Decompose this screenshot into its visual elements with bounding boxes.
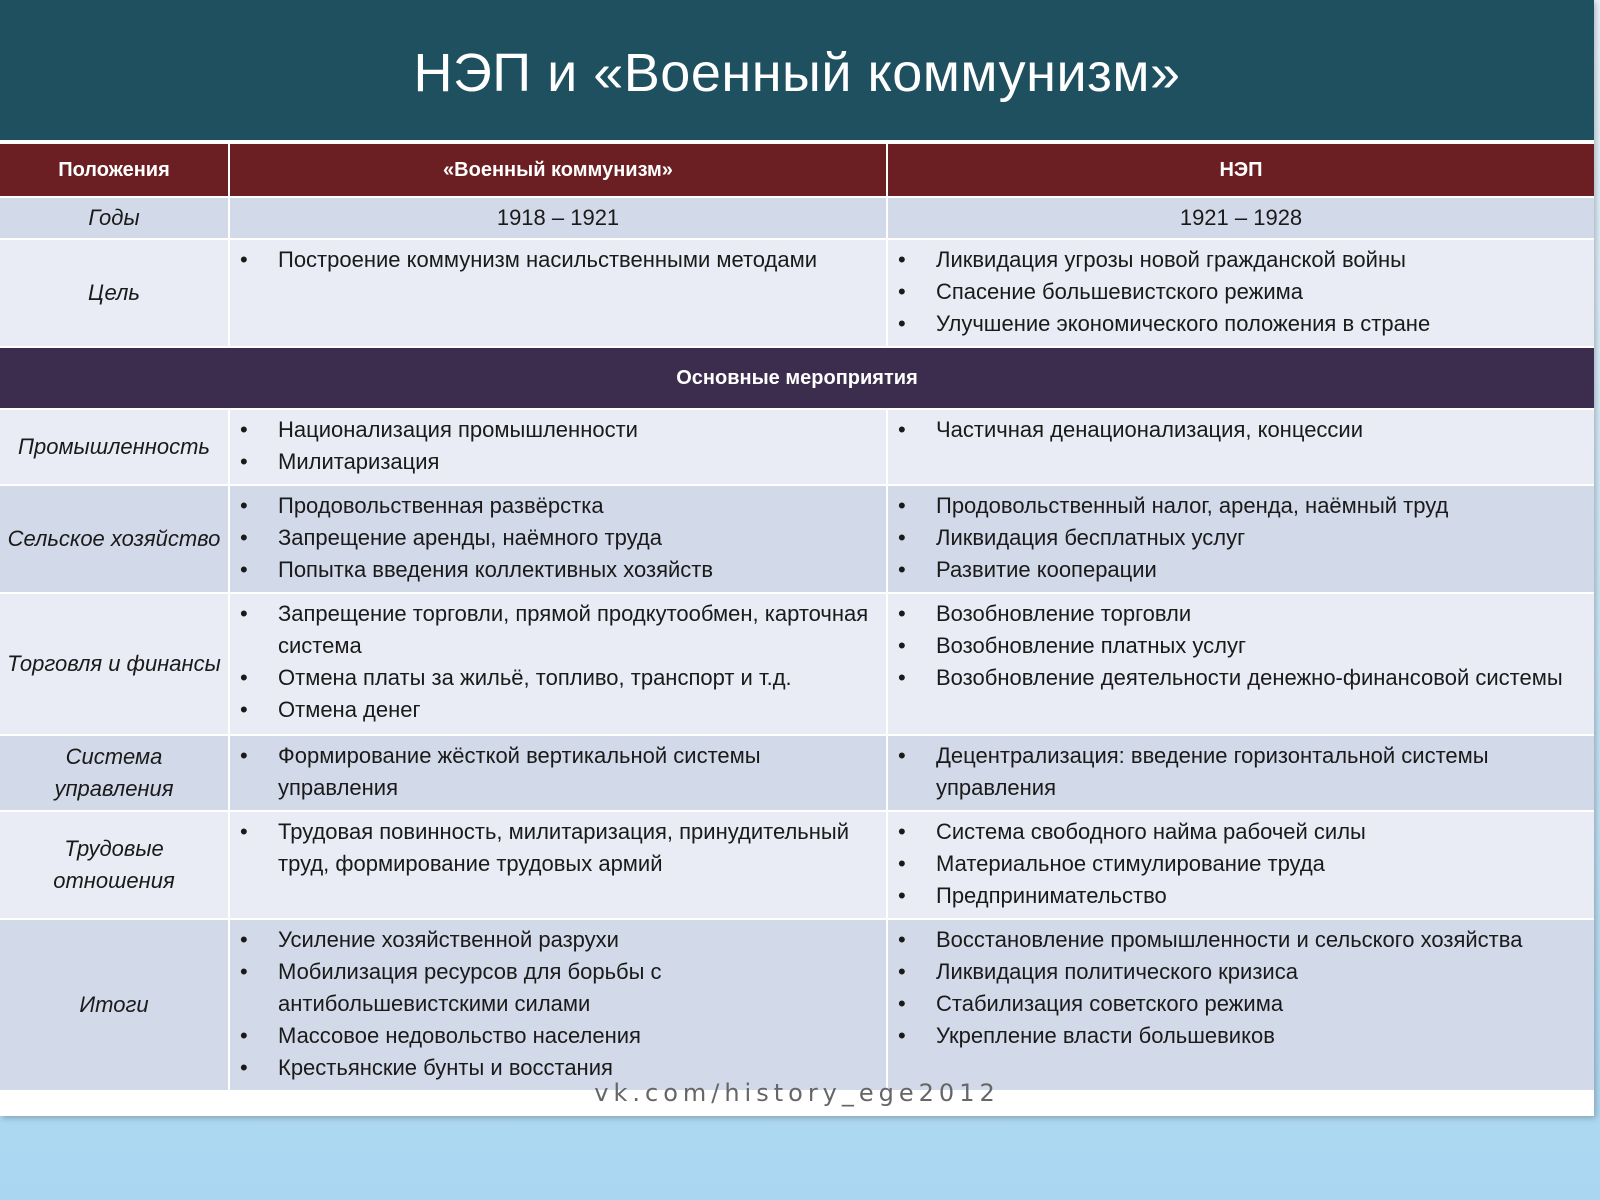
cell-war-communism <box>230 410 888 486</box>
table-row <box>0 594 1594 736</box>
row-label: Трудовые отношения <box>0 812 230 920</box>
page-title: НЭП и «Военный коммунизм» <box>413 43 1181 103</box>
bullet-list <box>888 490 1584 586</box>
list-item: • Возобновление платных услуг <box>888 630 1584 662</box>
bullet-list <box>230 816 876 880</box>
list-item: • Отмена платы за жильё, топливо, транспорт и т.д. <box>230 662 876 694</box>
bullet-list <box>888 740 1584 804</box>
cell-nep <box>888 594 1594 736</box>
list-item: • Материальное стимулирование труда <box>888 848 1584 880</box>
row-label: Годы <box>0 198 230 240</box>
table-row <box>0 920 1594 1092</box>
cell-nep <box>888 486 1594 594</box>
list-item: • Национализация промышленности <box>230 414 876 446</box>
list-item: • Запрещение торговли, прямой продкутообмен, карточная система <box>230 598 876 662</box>
goal-row <box>0 240 1594 348</box>
bullet-list <box>888 924 1584 1052</box>
bullet-list <box>888 598 1584 694</box>
list-item: • Отмена денег <box>230 694 876 726</box>
title-bar <box>0 0 1594 140</box>
cell-war-communism <box>230 736 888 812</box>
list-item: • Мобилизация ресурсов для борьбы с антибольшевистскими силами <box>230 956 876 1020</box>
list-item: • Восстановление промышленности и сельского хозяйства <box>888 924 1584 956</box>
table-row <box>0 736 1594 812</box>
years-nep: 1921 – 1928 <box>888 198 1594 240</box>
row-label: Торговля и финансы <box>0 594 230 736</box>
list-item: • Попытка введения коллективных хозяйств <box>230 554 876 586</box>
row-label: Промышленность <box>0 410 230 486</box>
list-item: • Милитаризация <box>230 446 876 478</box>
list-item: • Предпринимательство <box>888 880 1584 912</box>
cell-war-communism <box>230 594 888 736</box>
table-row <box>0 812 1594 920</box>
section-title: Основные мероприятия <box>0 348 1594 410</box>
row-label: Цель <box>0 240 230 348</box>
list-item: • Трудовая повинность, милитаризация, принудительный труд, формирование трудовых армий <box>230 816 876 880</box>
list-item: • Ликвидация бесплатных услуг <box>888 522 1584 554</box>
list-item: • Массовое недовольство населения <box>230 1020 876 1052</box>
list-item: • Улучшение экономического положения в стране <box>888 308 1584 340</box>
bullet-list <box>888 816 1584 912</box>
comparison-table-wrapper <box>0 144 1594 1092</box>
cell-war-communism <box>230 920 888 1092</box>
list-item: • Частичная денационализация, концессии <box>888 414 1584 446</box>
bullet-list <box>230 924 876 1084</box>
list-item: • Продовольственная развёрстка <box>230 490 876 522</box>
table-row <box>0 486 1594 594</box>
bullet-list <box>230 598 876 726</box>
cell-war-communism <box>230 812 888 920</box>
list-item: • Возобновление деятельности денежно-финансовой системы <box>888 662 1584 694</box>
list-item: • Ликвидация политического кризиса <box>888 956 1584 988</box>
list-item: • Запрещение аренды, наёмного труда <box>230 522 876 554</box>
bullet-list <box>230 740 876 804</box>
bullet-list <box>230 244 876 276</box>
years-row <box>0 198 1594 240</box>
bullet-list <box>888 414 1584 446</box>
goal-war-communism <box>230 240 888 348</box>
footer-url: vk.com/history_ege2012 <box>594 1079 1000 1107</box>
list-item: • Крестьянские бунты и восстания <box>230 1052 876 1084</box>
list-item: • Формирование жёсткой вертикальной системы управления <box>230 740 876 804</box>
cell-nep <box>888 812 1594 920</box>
list-item: • Построение коммунизм насильственными методами <box>230 244 876 276</box>
list-item: • Укрепление власти большевиков <box>888 1020 1584 1052</box>
cell-war-communism <box>230 486 888 594</box>
header-war-communism: «Военный коммунизм» <box>230 144 888 198</box>
section-row <box>0 348 1594 410</box>
list-item: • Продовольственный налог, аренда, наёмный труд <box>888 490 1584 522</box>
row-label: Система управления <box>0 736 230 812</box>
cell-nep <box>888 410 1594 486</box>
list-item: • Система свободного найма рабочей силы <box>888 816 1584 848</box>
row-label: Итоги <box>0 920 230 1092</box>
header-aspect: Положения <box>0 144 230 198</box>
list-item: • Ликвидация угрозы новой гражданской войны <box>888 244 1584 276</box>
table-header-row <box>0 144 1594 198</box>
header-nep: НЭП <box>888 144 1594 198</box>
table-row <box>0 410 1594 486</box>
goal-nep <box>888 240 1594 348</box>
list-item: • Стабилизация советского режима <box>888 988 1584 1020</box>
list-item: • Децентрализация: введение горизонтальной системы управления <box>888 740 1584 804</box>
years-war-communism: 1918 – 1921 <box>230 198 888 240</box>
row-label: Сельское хозяйство <box>0 486 230 594</box>
comparison-table <box>0 144 1594 1092</box>
bullet-list <box>230 414 876 478</box>
list-item: • Усиление хозяйственной разрухи <box>230 924 876 956</box>
cell-nep <box>888 736 1594 812</box>
cell-nep <box>888 920 1594 1092</box>
bullet-list <box>230 490 876 586</box>
bullet-list <box>888 244 1584 340</box>
list-item: • Спасение большевистского режима <box>888 276 1584 308</box>
list-item: • Возобновление торговли <box>888 598 1584 630</box>
list-item: • Развитие кооперации <box>888 554 1584 586</box>
